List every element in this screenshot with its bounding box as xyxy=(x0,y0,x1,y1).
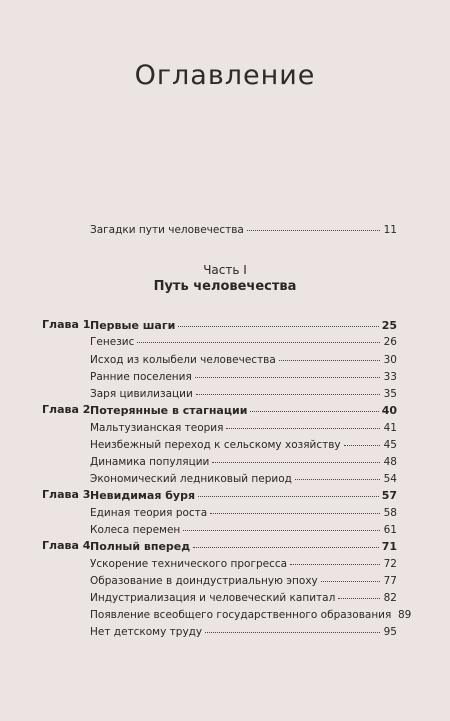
chapter-label: Глава 2 xyxy=(42,403,91,416)
chapter-label: Глава 3 xyxy=(42,488,91,501)
toc-page-number: 11 xyxy=(383,224,397,236)
toc-section[interactable] xyxy=(90,624,397,638)
toc-page-number: 58 xyxy=(383,507,397,519)
part-title: Путь человечества xyxy=(153,279,297,294)
section-title: Динамика популяции xyxy=(90,456,210,468)
toc-entry-label: Загадки пути человечества xyxy=(90,224,244,236)
toc-page-number: 26 xyxy=(383,336,397,348)
chapter-title: Невидимая буря xyxy=(90,489,196,502)
dot-leader xyxy=(205,622,380,633)
part-number: Часть I xyxy=(203,263,247,277)
section-title: Мальтузианская теория xyxy=(90,422,224,434)
chapter-title: Полный вперед xyxy=(90,540,191,553)
toc-page-number: 41 xyxy=(383,422,397,434)
dot-leader xyxy=(344,435,380,446)
toc-section[interactable] xyxy=(90,420,397,434)
toc-chapter-3[interactable] xyxy=(90,488,397,502)
dot-leader xyxy=(321,571,380,582)
toc-page-number: 25 xyxy=(381,319,397,332)
toc-section[interactable] xyxy=(90,437,397,451)
section-title: Образование в доиндустриальную эпоху xyxy=(90,575,318,587)
section-title: Неизбежный переход к сельскому хозяйству xyxy=(90,439,341,451)
dot-leader xyxy=(198,486,379,497)
toc-page-number: 30 xyxy=(383,354,397,366)
section-title: Экономический ледниковый период xyxy=(90,473,292,485)
section-title: Появление всеобщего государственного образования xyxy=(90,609,392,621)
section-title: Ускорение технического прогресса xyxy=(90,558,288,570)
toc-section[interactable] xyxy=(90,590,397,604)
toc-section[interactable] xyxy=(90,454,397,468)
section-title: Нет детскому труду xyxy=(90,626,203,638)
toc-chapter-4[interactable] xyxy=(90,539,397,553)
toc-section[interactable] xyxy=(90,505,397,519)
dot-leader xyxy=(295,469,380,480)
toc-section[interactable] xyxy=(90,386,397,400)
chapter-title: Первые шаги xyxy=(90,319,176,332)
dot-leader xyxy=(279,350,380,361)
page-title: Оглавление xyxy=(134,60,316,91)
toc-entry-intro[interactable] xyxy=(90,222,397,236)
toc-section[interactable] xyxy=(90,471,397,485)
section-title: Генезис xyxy=(90,336,135,348)
toc-section[interactable] xyxy=(90,522,397,536)
section-title: Исход из колыбели человечества xyxy=(90,354,276,366)
dot-leader xyxy=(193,537,379,548)
chapter-label: Глава 1 xyxy=(42,318,91,331)
toc-page-number: 71 xyxy=(381,540,397,553)
dot-leader xyxy=(137,332,380,343)
toc-section[interactable] xyxy=(90,369,397,383)
section-title: Единая теория роста xyxy=(90,507,208,519)
chapter-title: Потерянные в стагнации xyxy=(90,404,248,417)
dot-leader xyxy=(210,503,380,514)
dot-leader xyxy=(226,418,380,429)
section-title: Колеса перемен xyxy=(90,524,181,536)
toc-page-number: 82 xyxy=(383,592,397,604)
dot-leader xyxy=(290,554,380,565)
dot-leader xyxy=(212,452,380,463)
toc-page-number: 33 xyxy=(383,371,397,383)
chapter-label: Глава 4 xyxy=(42,539,91,552)
toc-chapter-1[interactable] xyxy=(90,318,397,332)
toc-section[interactable] xyxy=(90,334,397,348)
toc-section[interactable] xyxy=(90,607,412,621)
toc-page-number: 72 xyxy=(383,558,397,570)
toc-chapter-2[interactable] xyxy=(90,403,397,417)
dot-leader xyxy=(338,588,380,599)
toc-page-number: 77 xyxy=(383,575,397,587)
dot-leader xyxy=(183,520,380,531)
toc-page-number: 40 xyxy=(381,404,397,417)
toc-page-number: 54 xyxy=(383,473,397,485)
dot-leader xyxy=(247,220,380,231)
toc-page-number: 48 xyxy=(383,456,397,468)
toc-page-number: 57 xyxy=(381,489,397,502)
dot-leader xyxy=(196,384,380,395)
dot-leader xyxy=(250,401,378,412)
section-title: Индустриализация и человеческий капитал xyxy=(90,592,336,604)
toc-page-number: 95 xyxy=(383,626,397,638)
toc-section[interactable] xyxy=(90,556,397,570)
section-title: Заря цивилизации xyxy=(90,388,193,400)
toc-section[interactable] xyxy=(90,352,397,366)
toc-page-number: 45 xyxy=(383,439,397,451)
toc-page-number: 89 xyxy=(397,609,412,621)
toc-page-number: 35 xyxy=(383,388,397,400)
toc-section[interactable] xyxy=(90,573,397,587)
dot-leader xyxy=(178,316,378,327)
dot-leader xyxy=(195,367,380,378)
toc-page-number: 61 xyxy=(383,524,397,536)
section-title: Ранние поселения xyxy=(90,371,192,383)
